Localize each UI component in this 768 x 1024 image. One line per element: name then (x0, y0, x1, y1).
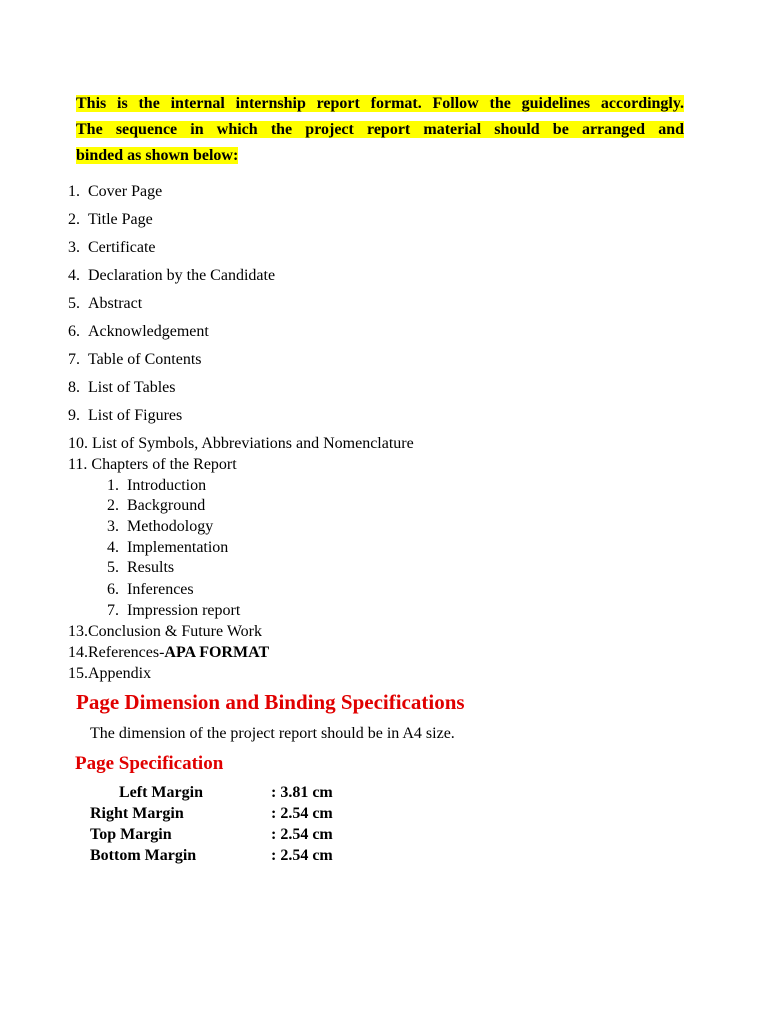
spec-value-right-margin: : 2.54 cm (271, 805, 333, 822)
intro-paragraph (76, 91, 684, 169)
spec-label-top-margin: Top Margin (90, 826, 172, 843)
spec-label-right-margin: Right Margin (90, 805, 184, 822)
dimension-paragraph: The dimension of the project report should be in A4 size. (90, 725, 455, 742)
list-item: 1. Cover Page (68, 183, 163, 200)
intro-line-3: binded as shown below: (76, 147, 239, 164)
section-heading-page-dimension: Page Dimension and Binding Specifications (76, 690, 465, 714)
list-item: 2. Background (107, 497, 206, 514)
list-item: 7. Impression report (107, 602, 241, 619)
spec-label-bottom-margin: Bottom Margin (90, 847, 197, 864)
list-item: 6. Inferences (107, 581, 194, 598)
list-item: 1. Introduction (107, 477, 207, 494)
list-item: 14.References-APA FORMAT (68, 644, 270, 661)
list-item: 6. Acknowledgement (68, 323, 209, 340)
spec-label-left-margin: Left Margin (119, 784, 203, 801)
list-item: 7. Table of Contents (68, 351, 202, 368)
list-item: 4. Declaration by the Candidate (68, 267, 276, 284)
list-item: 10. List of Symbols, Abbreviations and Nomenclature (68, 435, 414, 452)
list-item: 9. List of Figures (68, 407, 183, 424)
list-item: 2. Title Page (68, 211, 153, 228)
list-item: 11. Chapters of the Report (68, 456, 237, 473)
spec-value-bottom-margin: : 2.54 cm (271, 847, 333, 864)
intro-line-2: The sequence in which the project report material should be arranged and (76, 121, 684, 138)
list-item: 4. Implementation (107, 539, 229, 556)
list-item: 8. List of Tables (68, 379, 176, 396)
apa-format-emphasis: APA FORMAT (164, 644, 270, 661)
list-item: 5. Abstract (68, 295, 143, 312)
list-item: 15.Appendix (68, 665, 152, 682)
list-item: 3. Methodology (107, 518, 214, 535)
list-item: 5. Results (107, 559, 175, 576)
spec-value-top-margin: : 2.54 cm (271, 826, 333, 843)
list-item: 13.Conclusion & Future Work (68, 623, 262, 640)
list-item: 3. Certificate (68, 239, 156, 256)
section-heading-page-specification: Page Specification (75, 753, 224, 774)
intro-line-1: This is the internal internship report format. Follow the guidelines accordingly. (76, 95, 684, 112)
spec-value-left-margin: : 3.81 cm (271, 784, 333, 801)
